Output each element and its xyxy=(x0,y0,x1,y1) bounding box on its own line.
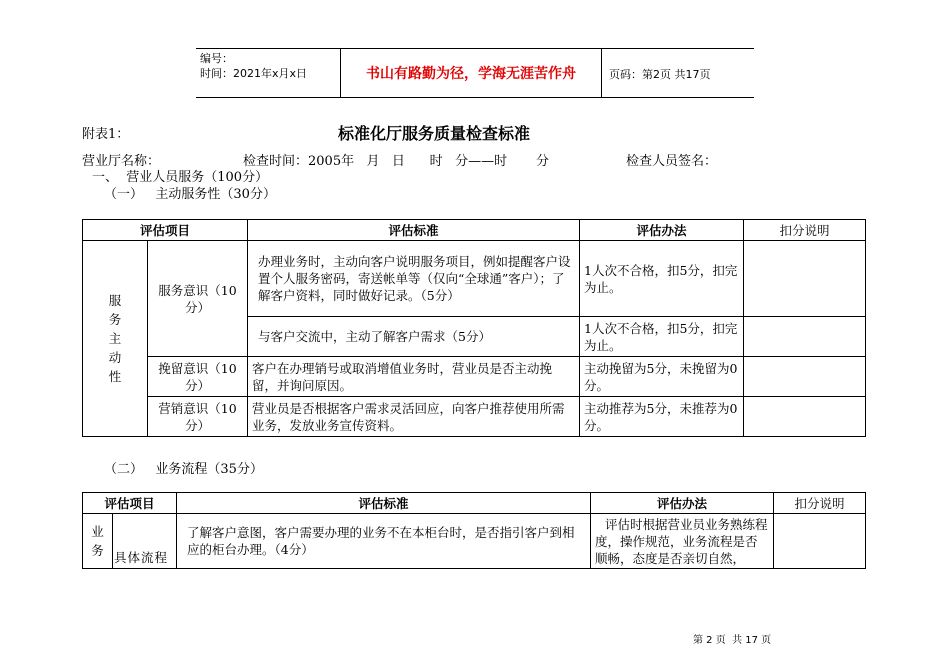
header-deduction-note: 扣分说明 xyxy=(774,493,866,514)
method-cell: 评估时根据营业员业务熟练程度，操作规范，业务流程是否顺畅，态度是否亲切自然， xyxy=(591,514,774,569)
header-eval-item: 评估项目 xyxy=(83,493,177,514)
attachment-label: 附表1： xyxy=(82,127,130,142)
hall-name-label: 营业厅名称： xyxy=(82,154,161,169)
subsection-heading: （二） 业务流程（35分） xyxy=(104,462,263,477)
header-eval-standard: 评估标准 xyxy=(177,493,591,514)
deduction-cell[interactable] xyxy=(744,317,866,357)
category-cell xyxy=(83,514,113,569)
standard-cell: 办理业务时，主动向客户说明服务项目，例如提醒客户设置个人服务密码，寄送帐单等（仅向“全球通”客户）；了解客户资料，同时做好记录。（5分） xyxy=(248,241,580,317)
header-eval-method: 评估办法 xyxy=(580,220,744,241)
item-cell: 营销意识（10分） xyxy=(148,397,248,437)
section-heading: 一、 营业人员服务（100分） xyxy=(92,170,269,185)
header-eval-method: 评估办法 xyxy=(591,493,774,514)
table-business-process xyxy=(82,492,866,569)
page-label: 页码：第2页 共17页 xyxy=(609,68,711,81)
method-cell: 1人次不合格，扣5分，扣完为止。 xyxy=(580,317,744,357)
footer-page-number: 第 2 页 共 17 页 xyxy=(693,635,772,646)
header-divider xyxy=(601,49,602,97)
item-cell: 具体流程 xyxy=(113,514,177,569)
number-label: 编号： xyxy=(200,52,233,65)
header-eval-standard: 评估标准 xyxy=(248,220,580,241)
item-cell: 挽留意识（10分） xyxy=(148,357,248,397)
deduction-cell[interactable] xyxy=(744,397,866,437)
standard-cell: 客户在办理销号或取消增值业务时，营业员是否主动挽留，并询问原因。 xyxy=(248,357,580,397)
motto: 书山有路勤为径，学海无涯苦作舟 xyxy=(366,66,576,82)
check-time-label: 检查时间：2005年 月 日 时 分——时 分 xyxy=(243,154,549,169)
time-label: 时间：2021年x月x日 xyxy=(200,67,308,80)
item-cell: 服务意识（10分） xyxy=(148,241,248,357)
standard-cell: 与客户交流中，主动了解客户需求（5分） xyxy=(248,317,580,357)
table-service-initiative xyxy=(82,219,866,437)
standard-cell: 了解客户意图，客户需要办理的业务不在本柜台时，是否指引客户到相应的柜台办理。（4分） xyxy=(177,514,591,569)
method-cell: 1人次不合格，扣5分，扣完为止。 xyxy=(580,241,744,317)
deduction-cell[interactable] xyxy=(744,241,866,317)
category-cell xyxy=(83,241,148,437)
page-header xyxy=(196,48,754,98)
inspector-label: 检查人员签名： xyxy=(626,154,718,169)
deduction-cell[interactable] xyxy=(774,514,866,569)
header-eval-item: 评估项目 xyxy=(83,220,248,241)
deduction-cell[interactable] xyxy=(744,357,866,397)
method-cell: 主动挽留为5分，未挽留为0分。 xyxy=(580,357,744,397)
header-meta xyxy=(200,51,307,81)
subsection-heading: （一） 主动服务性（30分） xyxy=(104,187,276,202)
method-cell: 主动推荐为5分，未推荐为0分。 xyxy=(580,397,744,437)
header-deduction-note: 扣分说明 xyxy=(744,220,866,241)
standard-cell: 营业员是否根据客户需求灵活回应，向客户推荐使用所需业务，发放业务宣传资料。 xyxy=(248,397,580,437)
category-label: 业务 xyxy=(91,524,104,558)
page-title: 标准化厅服务质量检查标准 xyxy=(338,124,531,143)
category-label: 服务主动性 xyxy=(108,293,122,384)
